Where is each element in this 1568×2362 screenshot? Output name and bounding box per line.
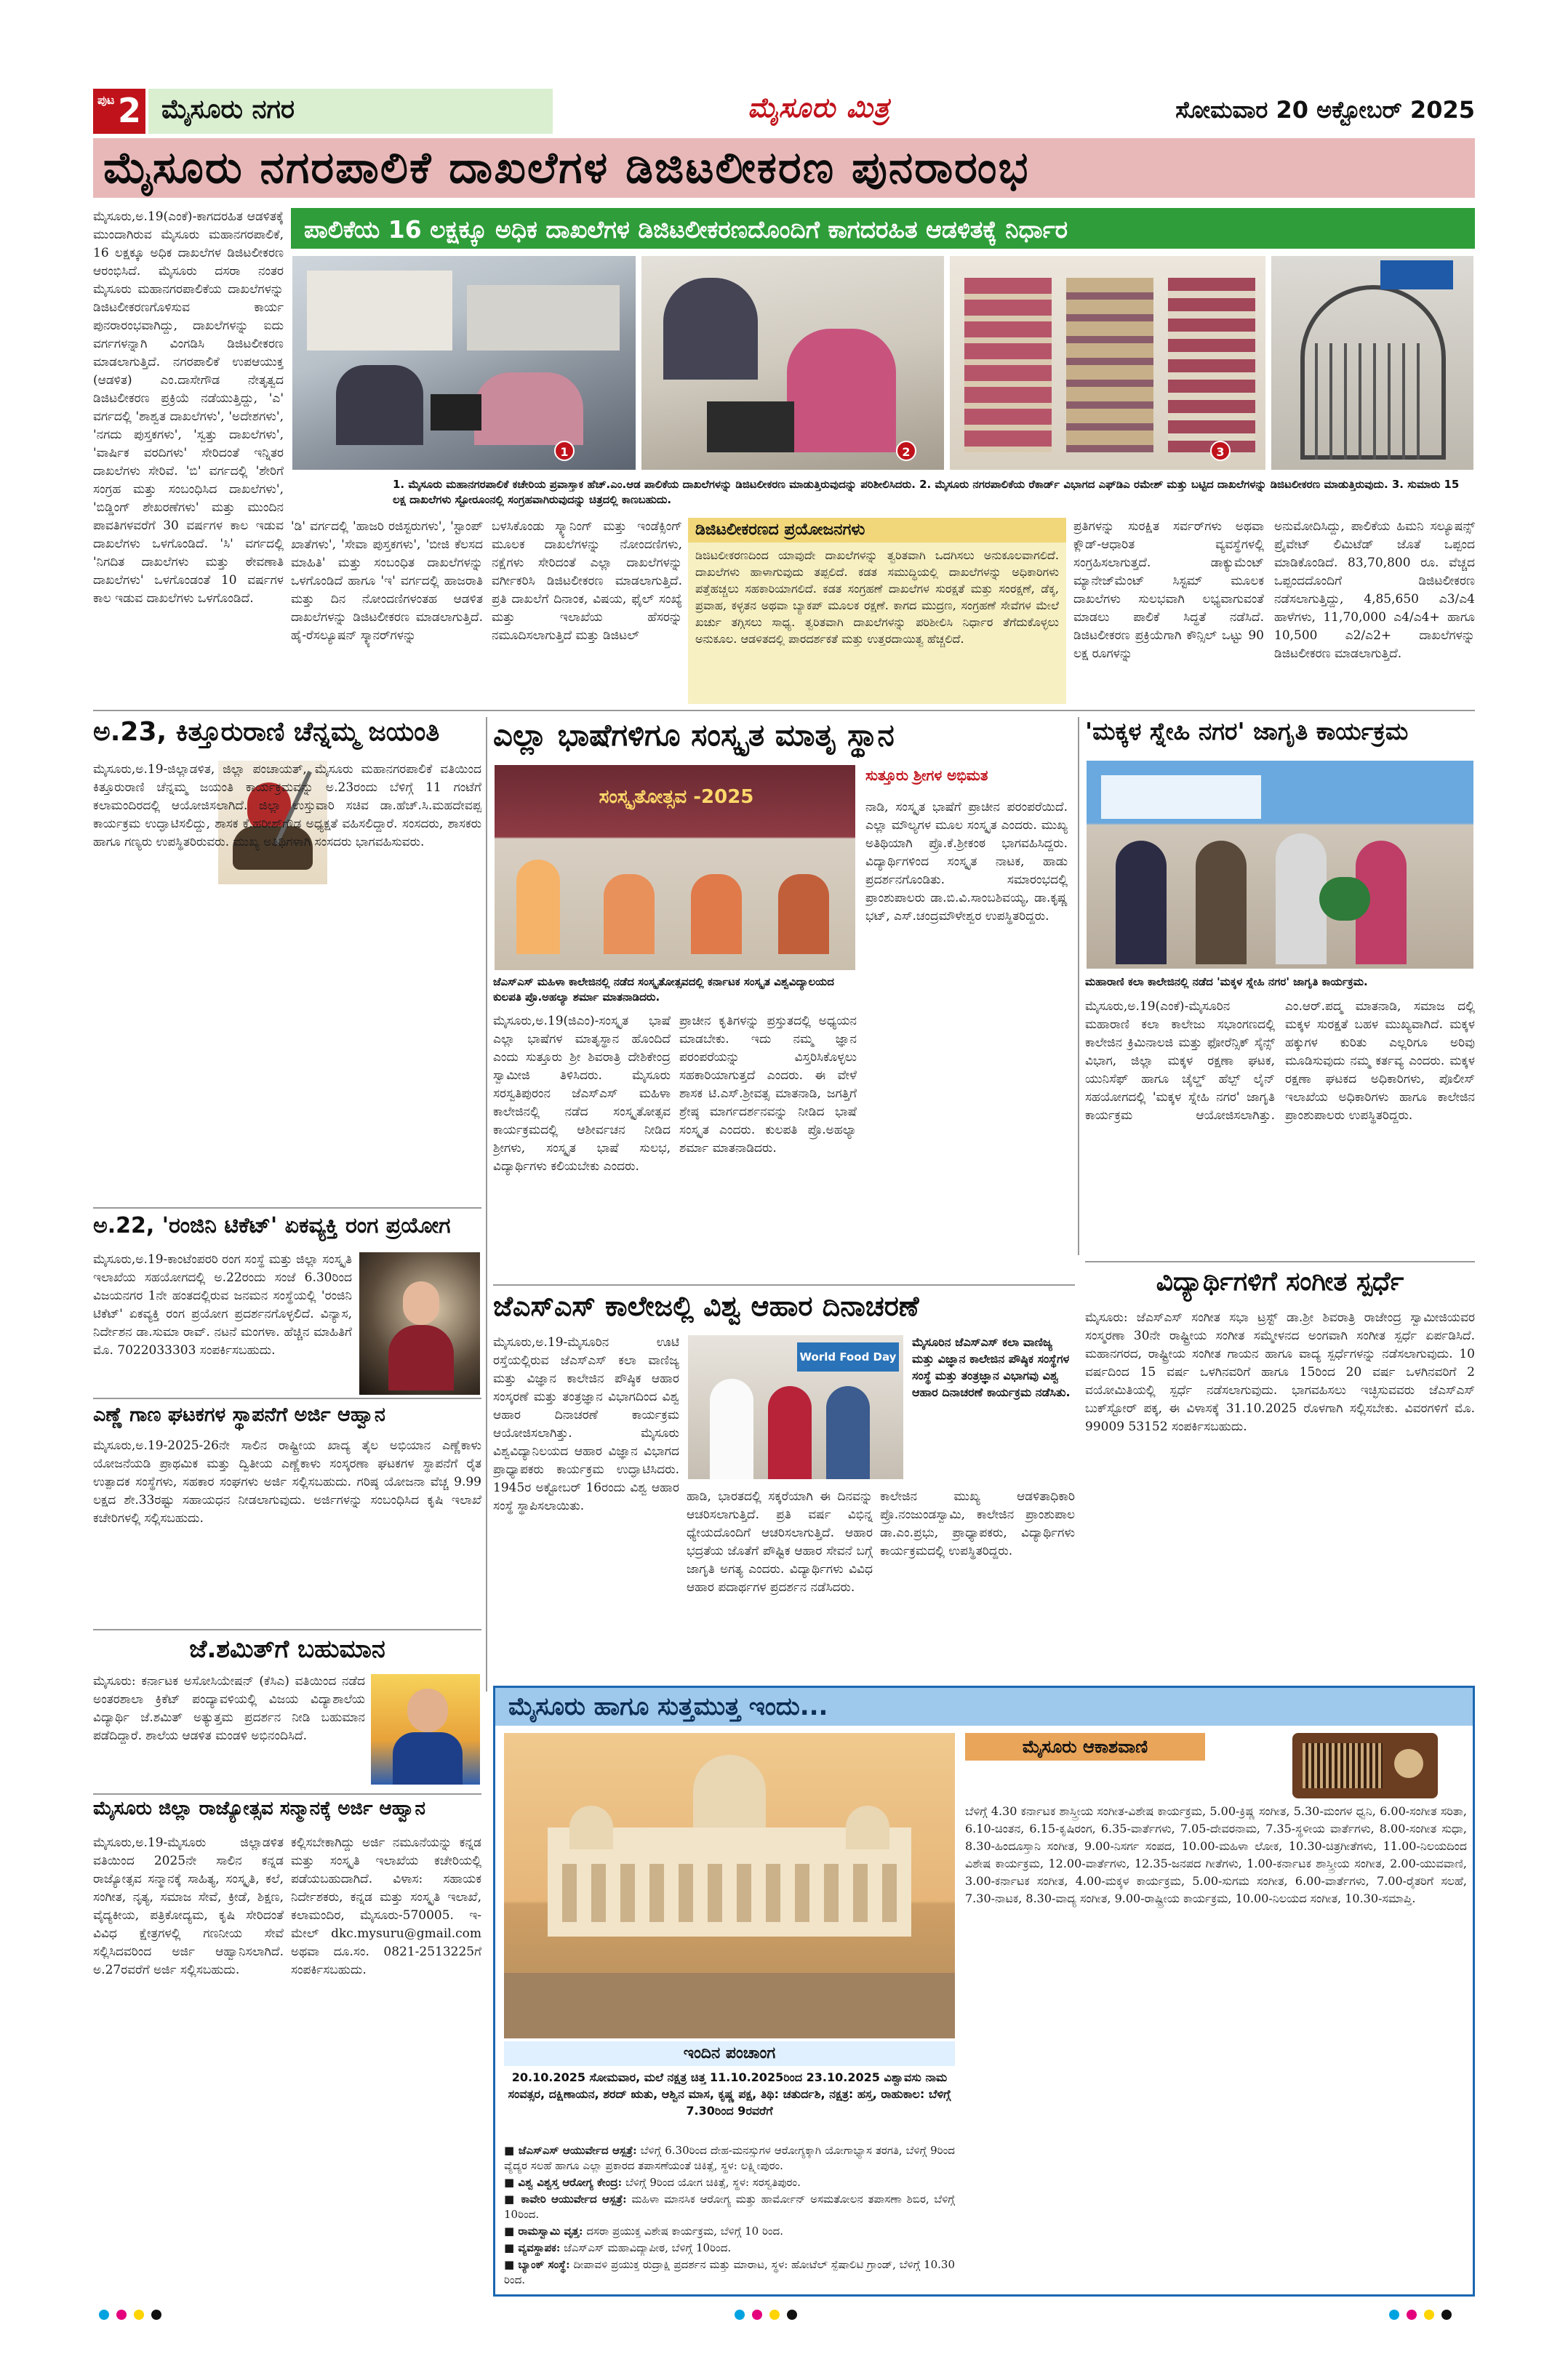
page-number: 2	[118, 91, 142, 130]
sanskrit-column-b: ಪ್ರಾಚೀನ ಕೃತಿಗಳನ್ನು ಪ್ರಸ್ತುತದಲ್ಲಿ ಅಧ್ಯಯನ ಮಾಡಬೇಕು. ಇದು ನಮ್ಮ ಜ್ಞಾನ ಪರಂಪರೆಯನ್ನು ವಿಸ್ತರಿಸಿಕೊಳ್ಳಲು ಸಹಕಾರಿಯಾಗುತ್ತದೆ ಎಂದರು. ಈ ವೇಳೆ ಶಾಸಕ ಟಿ.ಎಸ್.ಶ್ರೀವತ್ಸ ಮಾತನಾಡಿ, ಜಗತ್ತಿಗೆ ಶ್ರೇಷ್ಠ ಮಾರ್ಗದರ್ಶನವನ್ನು ನೀಡಿದ ಭಾಷೆ ಸಂಸ್ಕೃತ ಎಂದರು. ಕುಲಪತಿ ಪ್ರೊ.ಅಹಲ್ಯಾ ಶರ್ಮಾ ಮಾತನಾಡಿದರು.	[679, 1014, 857, 1156]
makkala-photo	[1085, 759, 1475, 970]
ranjini-photo	[358, 1251, 481, 1396]
sanskrit-column-a: ಮೈಸೂರು,ಅ.19(ಜಿಎಂ)-ಸಂಸ್ಕೃತ ಭಾಷೆ ಎಲ್ಲಾ ಭಾಷೆಗಳ ಮಾತೃಸ್ಥಾನ ಹೊಂದಿದೆ ಎಂದು ಸುತ್ತೂರು ಶ್ರೀ ಶಿವರಾತ್ರಿ ದೇಶಿಕೇಂದ್ರ ಸ್ವಾಮೀಜಿ ತಿಳಿಸಿದರು. ಮೈಸೂರು ಸರಸ್ವತಿಪುರಂನ ಜೆಎಸ್‌ಎಸ್ ಮಹಿಳಾ ಕಾಲೇಜಿನಲ್ಲಿ ನಡೆದ ಸಂಸ್ಕೃತೋತ್ಸವ ಕಾರ್ಯಕ್ರಮದಲ್ಲಿ ಆಶೀರ್ವಚನ ನೀಡಿದ ಶ್ರೀಗಳು, ಸಂಸ್ಕೃತ ಭಾಷೆ ಸುಲಭ, ವಿದ್ಯಾರ್ಥಿಗಳು ಕಲಿಯಬೇಕು ಎಂದರು.	[493, 1014, 671, 1174]
page-label-badge	[93, 89, 145, 134]
event-item: ■ ವಿಶ್ವ ವಿಶ್ವಸ್ತ ಆರೋಗ್ಯ ಕೇಂದ್ರ: ಬೆಳಿಗ್ಗೆ 9ರಿಂದ ಯೋಗ ಚಿಕಿತ್ಸೆ, ಸ್ಥಳ: ಸರಸ್ವತಿಪುರಂ.	[504, 2176, 801, 2189]
sanskrit-photo	[493, 764, 857, 972]
sangeetha-headline: ವಿದ್ಯಾರ್ಥಿಗಳಿಗೆ ಸಂಗೀತ ಸ್ಪರ್ಧೆ	[1156, 1267, 1404, 1297]
kittur-headline: ಅ.23, ಕಿತ್ತೂರುರಾಣಿ ಚೆನ್ನಮ್ಮ ಜಯಂತಿ	[93, 717, 440, 747]
jss-food-headline: ಜೆಎಸ್‌ಎಸ್ ಕಾಲೇಜಲ್ಲಿ ವಿಶ್ವ ಆಹಾರ ದಿನಾಚರಣೆ	[493, 1290, 919, 1322]
rajyotsava-column-b: ಕಲ್ಲಿಸಬೇಕಾಗಿದ್ದು ಅರ್ಜಿ ನಮೂನೆಯನ್ನು ಕನ್ನಡ ಮತ್ತು ಸಂಸ್ಕೃತಿ ಇಲಾಖೆಯ ಕಚೇರಿಯಲ್ಲಿ ಪಡೆಯಬಹುದಾಗಿದೆ. ವಿಳಾಸ: ಸಹಾಯಕ ನಿರ್ದೇಶಕರು, ಕನ್ನಡ ಮತ್ತು ಸಂಸ್ಕೃತಿ ಇಲಾಖೆ, ಕಲಾಮಂದಿರ, ಮೈಸೂರು-570005. ಇ-ಮೇಲ್ dkc.mysuru@gmail.com ಅಥವಾ ದೂ.ಸಂ. 0821-2513225ಗೆ ಸಂಪರ್ಕಿಸಬಹುದು.	[291, 1835, 481, 1977]
jss-food-column-a: ಮೈಸೂರು,ಅ.19-ಮೈಸೂರಿನ ಊಟಿ ರಸ್ತೆಯಲ್ಲಿರುವ ಜೆಎಸ್‌ಎಸ್ ಕಲಾ ವಾಣಿಜ್ಯ ಮತ್ತು ವಿಜ್ಞಾನ ಕಾಲೇಜಿನ ಪೌಷ್ಠಿಕ ಆಹಾರ ಸಂಸ್ಕರಣೆ ಮತ್ತು ತಂತ್ರಜ್ಞಾನ ವಿಭಾಗದಿಂದ ವಿಶ್ವ ಆಹಾರ ದಿನಾಚರಣೆ ಕಾರ್ಯಕ್ರಮ ಆಯೋಜಿಸಲಾಗಿತ್ತು. ಮೈಸೂರು ವಿಶ್ವವಿದ್ಯಾನಿಲಯದ ಆಹಾರ ವಿಜ್ಞಾನ ವಿಭಾಗದ ಪ್ರಾಧ್ಯಾಪಕರು ಕಾರ್ಯಕ್ರಮ ಉದ್ಘಾಟಿಸಿದರು. 1945ರ ಅಕ್ಟೋಬರ್ 16ರಂದು ವಿಶ್ವ ಆಹಾರ ಸಂಸ್ಥೆ ಸ್ಥಾಪಿಸಲಾಯಿತು.	[493, 1335, 679, 1513]
sanskrit-column-c: ನಾಡಿ, ಸಂಸ್ಕೃತ ಭಾಷೆಗೆ ಪ್ರಾಚೀನ ಪರಂಪರೆಯಿದೆ. ಎಲ್ಲಾ ಮೌಲ್ಯಗಳ ಮೂಲ ಸಂಸ್ಕೃತ ಎಂದರು. ಮುಖ್ಯ ಅತಿಥಿಯಾಗಿ ಪ್ರೊ.ಕೆ.ಶ್ರೀಕಂಠ ಭಾಗವಹಿಸಿದ್ದರು. ವಿದ್ಯಾರ್ಥಿಗಳಿಂದ ಸಂಸ್ಕೃತ ನಾಟಕ, ಹಾಡು ಪ್ರದರ್ಶನಗೊಂಡಿತು. ಸಮಾರಂಭದಲ್ಲಿ ಪ್ರಾಂಶುಪಾಲರು ಡಾ.ಬಿ.ವಿ.ಸಾಂಬಶಿವಯ್ಯ, ಡಾ.ಕೃಷ್ಣ ಭಟ್, ಎಸ್.ಚಂದ್ರಮೌಳೇಶ್ವರ ಉಪಸ್ಥಿತರಿದ್ದರು.	[865, 800, 1068, 924]
sanskrit-kicker: ಸುತ್ತೂರು ಶ್ರೀಗಳ ಅಭಿಮತ	[865, 766, 988, 784]
makkala-headline: 'ಮಕ್ಕಳ ಸ್ನೇಹಿ ನಗರ' ಜಾಗೃತಿ ಕಾರ್ಯಕ್ರಮ	[1085, 717, 1409, 745]
panchanga-title: ಇಂದಿನ ಪಂಚಾಂಗ	[504, 2041, 955, 2066]
page-label: ಪುಟ	[97, 93, 115, 107]
jshamith-text: ಮೈಸೂರು: ಕರ್ನಾಟಕ ಅಸೋಸಿಯೇಷನ್ (ಕೆಸಿಎ) ವತಿಯಿಂದ ನಡೆದ ಅಂತರಶಾಲಾ ಕ್ರಿಕೆಟ್ ಪಂದ್ಯಾವಳಿಯಲ್ಲಿ ವಿಜಯ ವಿದ್ಯಾಶಾಲೆಯ ವಿದ್ಯಾರ್ಥಿ ಜೆ.ಶಮಿತ್ ಅತ್ಯುತ್ತಮ ಪ್ರದರ್ಶನ ನೀಡಿ ಬಹುಮಾನ ಪಡೆದಿದ್ದಾರೆ. ಶಾಲೆಯ ಆಡಳಿತ ಮಂಡಳಿ ಅಭಿನಂದಿಸಿದೆ.	[93, 1674, 365, 1743]
lead-column-2: 'ಡಿ' ವರ್ಗದಲ್ಲಿ 'ಹಾಜರಿ ರಜಿಸ್ಟರುಗಳು', 'ಸ್ಟಾಂಪ್ ಖಾತೆಗಳು', 'ಸೇವಾ ಪುಸ್ತಕಗಳು', 'ಬೀಜಿ ಕೆಲಸದ ಮಾಹಿತಿ' ಮತ್ತು ಸಂಬಂಧಿತ ದಾಖಲೆಗಳನ್ನು ಒಳಗೊಂಡಿದೆ ಹಾಗೂ 'ಇ' ವರ್ಗದಲ್ಲಿ ಹಾಜರಾತಿ ಮತ್ತು ದಿನ ನೋಂದಣಿಗಳಂತಹ ಆಡಳಿತ ದಾಖಲೆಗಳನ್ನು ಡಿಜಿಟಲೀಕರಣ ಮಾಡಲಾಗುತ್ತಿದೆ. ಹೈ-ರೆಸಲ್ಯೂಷನ್ ಸ್ಕ್ಯಾನರ್‌ಗಳನ್ನು	[291, 519, 483, 643]
makkala-caption: ಮಹಾರಾಣಿ ಕಲಾ ಕಾಲೇಜಿನಲ್ಲಿ ನಡೆದ 'ಮಕ್ಕಳ ಸ್ನೇಹಿ ನಗರ' ಜಾಗೃತಿ ಕಾರ್ಯಕ್ರಮ.	[1085, 975, 1368, 988]
today-box	[493, 1686, 1475, 2297]
sanskrit-photo-banner: ಸಂಸ್ಕೃತೋತ್ಸವ -2025	[599, 786, 754, 808]
sangeetha-text: ಮೈಸೂರು: ಜೆಎಸ್‌ಎಸ್ ಸಂಗೀತ ಸಭಾ ಟ್ರಸ್ಟ್ ಡಾ.ಶ್ರೀ ಶಿವರಾತ್ರಿ ರಾಜೇಂದ್ರ ಸ್ವಾಮೀಜಿಯವರ ಸಂಸ್ಮರಣಾ 30ನೇ ರಾಷ್ಟ್ರೀಯ ಸಂಗೀತ ಸಮ್ಮೇಳನದ ಅಂಗವಾಗಿ ಸಂಗೀತ ಸ್ಪರ್ಧೆ ಏರ್ಪಡಿಸಿದೆ. ಮಹಾನಗರದ, ರಾಷ್ಟ್ರೀಯ ಸಂಗೀತ ಗಾಯನ ಹಾಗೂ ವಾದ್ಯ ಸ್ಪರ್ಧೆಗಳನ್ನು ನಡೆಸಲಾಗುವುದು. 10 ವರ್ಷದಿಂದ 15 ವರ್ಷ ಒಳಗಿನವರಿಗೆ ಹಾಗೂ 15ರಿಂದ 20 ವರ್ಷ ಒಳಗಿನವರಿಗೆ 2 ವಯೋಮಿತಿಯಲ್ಲಿ ಸ್ಪರ್ಧೆ ನಡೆಸಲಾಗುವುದು. ಭಾಗವಹಿಸಲು ಇಚ್ಛಿಸುವವರು ಜೆಎಸ್‌ಎಸ್ ಬುಕ್‌ಸ್ಟೋರ್ ಪಕ್ಕ, ಈ ವಿಳಾಸಕ್ಕೆ 31.10.2025 ರೊಳಗಾಗಿ ಸಲ್ಲಿಸಬೇಕು. ವಿವರಗಳಿಗೆ ಮೊ. 99009 53152 ಸಂಪರ್ಕಿಸಬಹುದು.	[1085, 1310, 1475, 1434]
lead-column-1: ಮೈಸೂರು,ಅ.19(ಎಂಕೆ)-ಕಾಗದರಹಿತ ಆಡಳಿತಕ್ಕೆ ಮುಂದಾಗಿರುವ ಮೈಸೂರು ಮಹಾನಗರಪಾಲಿಕೆ, 16 ಲಕ್ಷಕ್ಕೂ ಅಧಿಕ ದಾಖಲೆಗಳ ಡಿಜಿಟಲೀಕರಣ ಆರಂಭಿಸಿದೆ. ಮೈಸೂರು ದಸರಾ ನಂತರ ಮೈಸೂರು ಮಹಾನಗರಪಾಲಿಕೆಯ ದಾಖಲೆಗಳನ್ನು ಡಿಜಿಟಲೀಕರಣಗೊಳಿಸುವ ಕಾರ್ಯ ಪುನರಾರಂಭವಾಗಿದ್ದು, ದಾಖಲೆಗಳನ್ನು ಐದು ವರ್ಗಗಳನ್ನಾಗಿ ವಿಂಗಡಿಸಿ ಡಿಜಿಟಲೀಕರಣ ಮಾಡಲಾಗುತ್ತಿದೆ. ನಗರಪಾಲಿಕೆ ಉಪಆಯುಕ್ತ (ಆಡಳಿತ) ಎಂ.ದಾಸೇಗೌಡ ನೇತೃತ್ವದ ಡಿಜಿಟಲೀಕರಣ ಪ್ರಕ್ರಿಯೆ ನಡೆಯುತ್ತಿದ್ದು, 'ಎ' ವರ್ಗದಲ್ಲಿ 'ಶಾಶ್ವತ ದಾಖಲೆಗಳು', 'ಅದೇಶಗಳು', 'ನಗದು ಪುಸ್ತಕಗಳು', 'ಸ್ವತ್ತು ದಾಖಲೆಗಳು', 'ವಾರ್ಷಿಕ ವರದಿಗಳು' ಸೇರಿದಂತೆ ಇನ್ನಿತರ ದಾಖಲೆಗಳು ಸೇರಿವೆ. 'ಬಿ' ವರ್ಗದಲ್ಲಿ 'ಶೇರಿಗೆ ಸಂಗ್ರಹ ಮತ್ತು ಸಂಬಂಧಿಸಿದ ದಾಖಲೆಗಳು', 'ಬಿಡ್ಡಿಂಗ್ ಶೇಖರಣೆಗಳು' ಮತ್ತು ಮುಂದಿನ ಪಾವತಿಗಳವರೆಗೆ 30 ವರ್ಷಗಳ ಕಾಲ ಇಡುವ ದಾಖಲೆಗಳು ಒಳಗೊಂಡಿದೆ. 'ಸಿ' ವರ್ಗದಲ್ಲಿ 'ನಿಗದಿತ ದಾಖಲೆಗಳು ಮತ್ತು ಠೇವಣಾತಿ ದಾಖಲೆಗಳು' ಒಳಗೊಂಡಂತೆ 10 ವರ್ಷಗಳ ಕಾಲ ಇಡುವ ದಾಖಲೆಗಳು ಒಳಗೊಂಡಿದೆ.	[93, 209, 284, 606]
jshamith-headline: ಜೆ.ಶಮಿತ್‌ಗೆ ಬಹುಮಾನ	[189, 1635, 385, 1664]
sanskrit-headline: ಎಲ್ಲಾ ಭಾಷೆಗಳಿಗೂ ಸಂಸ್ಕೃತ ಮಾತೃ ಸ್ಥಾನ	[493, 717, 895, 753]
lead-photo-3	[948, 255, 1267, 471]
ranjini-headline: ಅ.22, 'ರಂಜಿನಿ ಟಿಕೆಟ್' ಏಕವ್ಯಕ್ತಿ ರಂಗ ಪ್ರಯೋಗ	[93, 1213, 451, 1238]
lead-subheadline: ಪಾಲಿಕೆಯ 16 ಲಕ್ಷಕ್ಕೂ ಅಧಿಕ ದಾಖಲೆಗಳ ಡಿಜಿಟಲೀಕರಣದೊಂದಿಗೆ ಕಾಗದರಹಿತ ಆಡಳಿತಕ್ಕೆ ನಿರ್ಧಾರ	[291, 208, 1475, 249]
benefits-box-title: ಡಿಜಿಟಲೀಕರಣದ ಪ್ರಯೋಜನಗಳು	[688, 518, 1066, 543]
event-item: ■ ವ್ಯವಸ್ಥಾಪಕ: ಜೆಎಸ್‌ಎಸ್ ಮಹಾವಿದ್ಯಾಪೀಠ, ಬೆಳಿಗ್ಗೆ 10ರಿಂದ.	[504, 2241, 732, 2254]
palace-photo	[504, 1733, 955, 2038]
sanskrit-caption: ಜೆಎಸ್‌ಎಸ್ ಮಹಿಳಾ ಕಾಲೇಜಿನಲ್ಲಿ ನಡೆದ ಸಂಸ್ಕೃತೋತ್ಸವದಲ್ಲಿ ಕರ್ನಾಟಕ ಸಂಸ್ಕೃತ ವಿಶ್ವವಿದ್ಯಾಲಯದ ಕುಲಪತಿ ಪ್ರೊ.ಅಹಲ್ಯಾ ಶರ್ಮಾ ಮಾತನಾಡಿದರು.	[493, 975, 834, 1004]
event-item: ■ ಜೆಎಸ್‌ಎಸ್ ಆಯುರ್ವೇದ ಆಸ್ಪತ್ರೆ: ಬೆಳಿಗ್ಗೆ 6.30ರಿಂದ ದೇಹ-ಮನಸ್ಸುಗಳ ಆರೋಗ್ಯಕ್ಕಾಗಿ ಯೋಗಾಭ್ಯಾಸ ತರಗತಿ, ಬೆಳಿಗ್ಗೆ 9ರಿಂದ ವ್ಯೆದ್ಯರ ಸಲಹೆ ಹಾಗೂ ಎಲ್ಲಾ ಪ್ರಕಾರದ ತಪಾಸಣೆಯಂತೆ ಚಿಕಿತ್ಸೆ, ಸ್ಥಳ: ಲಕ್ಷ್ಮೀಪುರಂ.	[504, 2144, 955, 2172]
lead-headline: ಮೈಸೂರು ನಗರಪಾಲಿಕೆ ದಾಖಲೆಗಳ ಡಿಜಿಟಲೀಕರಣ ಪುನರಾರಂಭ	[93, 138, 1475, 198]
jss-food-column-c: ಕಾಲೇಜಿನ ಮುಖ್ಯ ಆಡಳಿತಾಧಿಕಾರಿ ಪ್ರೊ.ನಂಜುಂಡಸ್ವಾಮಿ, ಕಾಲೇಜಿನ ಪ್ರಾಂಶುಪಾಲ ಡಾ.ಎಂ.ಪ್ರಭು, ಪ್ರಾಧ್ಯಾಪಕರು, ವಿದ್ಯಾರ್ಥಿಗಳು ಕಾರ್ಯಕ್ರಮದಲ್ಲಿ ಉಪಸ್ಥಿತರಿದ್ದರು.	[880, 1489, 1075, 1558]
today-title: ಮೈಸೂರು ಹಾಗೂ ಸುತ್ತಮುತ್ತ ಇಂದು...	[495, 1688, 1473, 1726]
benefits-box	[688, 518, 1066, 704]
jss-food-column-b: ಹಾಡಿ, ಭಾರತದಲ್ಲಿ ಸಕ್ಕರೆಯಾಗಿ ಈ ದಿನವನ್ನು ಆಚರಿಸಲಾಗುತ್ತಿದೆ. ಪ್ರತಿ ವರ್ಷ ವಿಭಿನ್ನ ಧ್ಯೇಯದೊಂದಿಗೆ ಆಚರಿಸಲಾಗುತ್ತಿದೆ. ಆಹಾರ ಭದ್ರತೆಯ ಜೊತೆಗೆ ಪೌಷ್ಟಿಕ ಆಹಾರ ಸೇವನೆ ಬಗ್ಗೆ ಜಾಗೃತಿ ಅಗತ್ಯ ಎಂದರು. ವಿದ್ಯಾರ್ಥಿಗಳು ವಿವಿಧ ಆಹಾರ ಪದಾರ್ಥಗಳ ಪ್ರದರ್ಶನ ನಡೆಸಿದರು.	[687, 1489, 873, 1595]
events-list	[504, 2143, 955, 2289]
jss-food-photo	[687, 1334, 905, 1481]
radio-section	[965, 1733, 1467, 2289]
event-item: ■ ರಾಮಸ್ವಾಮಿ ವೃತ್ತ: ದಸರಾ ಪ್ರಯುಕ್ತ ವಿಶೇಷ ಕಾರ್ಯಕ್ರಮ, ಬೆಳಿಗ್ಗೆ 10 ರಿಂದ.	[504, 2225, 783, 2238]
lead-column-6: ಅನುಮೋದಿಸಿದ್ದು, ಪಾಲಿಕೆಯ ಹಿಮನಿ ಸಲ್ಯೂಷನ್ಸ್ ಪ್ರೈವೇಟ್ ಲಿಮಿಟೆಡ್ ಜೊತೆ ಒಪ್ಪಂದ ಮಾಡಿಕೊಂಡಿದೆ. 83,70,800 ರೂ. ವೆಚ್ಚದ ಒಪ್ಪಂದದೊಂದಿಗೆ ಡಿಜಿಟಲೀಕರಣ ನಡೆಸಲಾಗುತ್ತಿದ್ದು, 4,85,650 ಎ3/ಎ4 ಹಾಳೆಗಳು, 11,70,000 ಎ4/ಎ4+ ಹಾಗೂ 10,500 ಎ2/ಎ2+ ದಾಖಲೆಗಳನ್ನು ಡಿಜಿಟಲೀಕರಣ ಮಾಡಲಾಗುತ್ತಿದೆ.	[1274, 519, 1475, 661]
photo-number-3: 3	[1210, 441, 1231, 461]
section-label: ಮೈಸೂರು ನಗರ	[148, 89, 553, 134]
jss-food-photo-caption: ಮೈಸೂರಿನ ಜೆಎಸ್‌ಎಸ್ ಕಲಾ ವಾಣಿಜ್ಯ ಮತ್ತು ವಿಜ್ಞಾನ ಕಾಲೇಜಿನ ಪೌಷ್ಠಿಕ ಸಂಸ್ಥೆಗಳ ಸಂಸ್ಥೆ ಮತ್ತು ತಂತ್ರಜ್ಞಾನ ವಿಭಾಗವು ವಿಶ್ವ ಆಹಾರ ದಿನಾಚರಣೆ ಕಾರ್ಯಕ್ರಮ ನಡೆಸಿತು.	[912, 1335, 1071, 1399]
issue-date: ಸೋಮವಾರ 20 ಅಕ್ಟೋಬರ್ 2025	[1175, 96, 1475, 124]
photo-number-1: 1	[554, 441, 575, 461]
lead-caption: 1. ಮೈಸೂರು ಮಹಾನಗರಪಾಲಿಕೆ ಕಚೇರಿಯ ಪ್ರವಾಸ್ತಾಕ ಹೆಚ್.ಎಂ.ಆಡ ಪಾಲಿಕೆಯ ದಾಖಲೆಗಳನ್ನು ಡಿಜಿಟಲೀಕರಣ ಮಾಡುತ್ತಿರುವುದನ್ನು ಪರಿಶೀಲಿಸಿದರು. 2. ಮೈಸೂರು ನಗರಪಾಲಿಕೆಯ ರೆಕಾರ್ಡ್ ವಿಭಾಗದ ಎಫ್‌ಡಿಎ ರಮೇಶ್ ಮತ್ತು ಬಟ್ಟಿದ ದಾಖಲೆಗಳನ್ನು ಡಿಜಿಟಲೀಕರಣ ಮಾಡುತ್ತಿರುವುದು. 3. ಸುಮಾರು 15 ಲಕ್ಷ ದಾಖಲೆಗಳು ಸ್ಟೋರೂಂನಲ್ಲಿ ಸಂಗ್ರಹವಾಗಿರುವುದನ್ನು ಚಿತ್ರದಲ್ಲಿ ಕಾಣಬಹುದು.	[393, 478, 1460, 506]
photo-number-2: 2	[896, 441, 916, 461]
radio-title: ಮೈಸೂರು ಆಕಾಶವಾಣಿ	[965, 1733, 1205, 1761]
lead-column-5: ಪ್ರತಿಗಳನ್ನು ಸುರಕ್ಷಿತ ಸರ್ವರ್‌ಗಳು ಅಥವಾ ಕ್ಲೌಡ್-ಆಧಾರಿತ ವ್ಯವಸ್ಥೆಗಳಲ್ಲಿ ಸಂಗ್ರಹಿಸಲಾಗುತ್ತದೆ. ಡಾಕ್ಯುಮೆಂಟ್ ಮ್ಯಾನೇಜ್‌ಮೆಂಟ್ ಸಿಸ್ಟಮ್ ಮೂಲಕ ದಾಖಲೆಗಳು ಸುಲಭವಾಗಿ ಲಭ್ಯವಾಗುವಂತೆ ಮಾಡಲು ಪಾಲಿಕೆ ಸಿದ್ಧತೆ ನಡೆಸಿದೆ. ಡಿಜಿಟಲೀಕರಣ ಪ್ರಕ್ರಿಯೆಗಾಗಿ ಕೌನ್ಸಿಲ್ ಒಟ್ಟು 90 ಲಕ್ಷ ರೂಗಳನ್ನು	[1073, 519, 1264, 661]
masthead	[93, 89, 1475, 134]
radio-text: ಬೆಳಿಗ್ಗೆ 4.30 ಕರ್ನಾಟಕ ಶಾಸ್ತ್ರೀಯ ಸಂಗೀತ-ವಿಶೇಷ ಕಾರ್ಯಕ್ರಮ, 5.00-ಕ್ರಿಷ್ಣ ಸಂಗೀತ, 5.30-ಮಂಗಳ ಧ್ವನಿ, 6.00-ಸಂಗೀತ ಸರಿತಾ, 6.10-ಚಿಂತನ, 6.15-ಕೃಷಿರಂಗ, 6.35-ವಾರ್ತೆಗಳು, 7.05-ದೇವರನಾಮ, 7.35-ಸ್ಥಳೀಯ ವಾರ್ತೆಗಳು, 8.00-ಸಂಗೀತ ಸುಧಾ, 8.30-ಹಿಂದೂಸ್ತಾನಿ ಸಂಗೀತ, 9.00-ನಿಸರ್ಗ ಸಂಪದ, 10.00-ಮಹಿಳಾ ಲೋಕ, 10.30-ಚಿತ್ರಗೀತೆಗಳು, 11.00-ನಿಲಯದಿಂದ ವಿಶೇಷ ಕಾರ್ಯಕ್ರಮ, 12.00-ವಾರ್ತೆಗಳು, 12.35-ಜನಪದ ಗೀತೆಗಳು, 1.00-ಕರ್ನಾಟಕ ಶಾಸ್ತ್ರೀಯ ಸಂಗೀತ, 2.00-ಯುವವಾಣಿ, 3.00-ಕರ್ನಾಟಕ ಸಂಗೀತ, 4.00-ಮಕ್ಕಳ ಕಾರ್ಯಕ್ರಮ, 5.00-ಸುಗಮ ಸಂಗೀತ, 6.00-ವಾರ್ತೆಗಳು, 7.00-ರೈತರಿಗೆ ಸಲಹೆ, 7.30-ನಾಟಕ, 8.30-ವಾದ್ಯ ಸಂಗೀತ, 9.00-ರಾಷ್ಟ್ರೀಯ ಕಾರ್ಯಕ್ರಮ, 10.00-ನಿಲಯದ ಸಂಗೀತ, 10.30-ಸಮಾಪ್ತಿ.	[965, 1804, 1467, 1905]
ranjini-text: ಮೈಸೂರು,ಅ.19-ಕಾಂಟೆಂಪರರಿ ರಂಗ ಸಂಸ್ಥೆ ಮತ್ತು ಜಿಲ್ಲಾ ಸಂಸ್ಕೃತಿ ಇಲಾಖೆಯ ಸಹಯೋಗದಲ್ಲಿ ಅ.22ರಂದು ಸಂಜೆ 6.30ರಿಂದ ವಿಜಯನಗರ 1ನೇ ಹಂತದಲ್ಲಿರುವ ಜನಮನ ಸಂಸ್ಥೆಯಲ್ಲಿ 'ರಂಜಿನಿ ಟಿಕೆಟ್' ಏಕವ್ಯಕ್ತಿ ರಂಗ ಪ್ರಯೋಗ ಪ್ರದರ್ಶನಗೊಳ್ಳಲಿದೆ. ವಿನ್ಯಾಸ, ನಿರ್ದೇಶನ ಡಾ.ಸುಮಾ ರಾವ್. ನಟನೆ ಮಂಗಳಾ. ಹೆಚ್ಚಿನ ಮಾಹಿತಿಗೆ ಮೊ. 7022033303 ಸಂಪರ್ಕಿಸಬಹುದು.	[93, 1252, 352, 1358]
jss-food-banner: World Food Day	[797, 1342, 899, 1372]
lead-column-3: ಬಳಸಿಕೊಂಡು ಸ್ಕ್ಯಾನಿಂಗ್ ಮತ್ತು ಇಂಡೆಕ್ಸಿಂಗ್ ಮೂಲಕ ದಾಖಲೆಗಳನ್ನು ನೋಂದಣಿಗಳು, ನಕ್ಷೆಗಳು ಸೇರಿದಂತೆ ಎಲ್ಲಾ ದಾಖಲೆಗಳನ್ನು ವರ್ಗೀಕರಿಸಿ ಡಿಜಿಟಲೀಕರಣ ಮಾಡಲಾಗುತ್ತಿದೆ. ಪ್ರತಿ ದಾಖಲೆಗೆ ದಿನಾಂಕ, ವಿಷಯ, ಫೈಲ್ ಸಂಖ್ಯೆ ಮತ್ತು ಇಲಾಖೆಯ ಹೆಸರನ್ನು ನಮೂದಿಸಲಾಗುತ್ತಿದೆ ಮತ್ತು ಡಿಜಿಟಲ್	[492, 519, 682, 643]
event-item: ■ ಬ್ಯಾಂಕ್ ಸಂಸ್ಥೆ: ದೀಪಾವಳಿ ಪ್ರಯುಕ್ತ ರುದ್ರಾಕ್ಷಿ ಪ್ರದರ್ಶನ ಮತ್ತು ಮಾರಾಟ, ಸ್ಥಳ: ಹೋಟೆಲ್ ಸ್ಪೆಷಾಲಿಟಿ ಗ್ರಾಂಡ್, ಬೆಳಿಗ್ಗೆ 10.30 ರಿಂದ.	[504, 2258, 955, 2286]
lead-photo-2	[640, 255, 945, 471]
benefits-box-text: ಡಿಜಿಟಲೀಕರಣದಿಂದ ಯಾವುದೇ ದಾಖಲೆಗಳನ್ನು ತ್ವರಿತವಾಗಿ ಒದಗಿಸಲು ಅನುಕೂಲವಾಗಲಿದೆ. ದಾಖಲೆಗಳು ಹಾಳಾಗುವುದು ತಪ್ಪಲಿದೆ. ಕಡತ ಸಮುದ್ಧಿಯಲ್ಲಿ ದಾಖಲೆಗಳನ್ನು ಅಧಿಕಾರಿಗಳು ಪತ್ತೆಹಚ್ಚಲು ಸಹಕಾರಿಯಾಗಲಿದೆ. ಕಡತ ಸಂಗ್ರಹಣೆ ದಾಖಲೆಗಳ ಸುರಕ್ಷತೆ ಮತ್ತು ಸಂರಕ್ಷಣೆ, ಡೆಕ್ಕ, ಪ್ರವಾಹ, ಕಳ್ಳತನ ಅಥವಾ ಬ್ಯಾಕಪ್ ಮೂಲಕ ರಕ್ಷಣೆ. ಕಾಗದ ಮುದ್ರಣ, ಸಂಗ್ರಹಣೆ ಸೇವೆಗಳ ಮೇಲೆ ಖರ್ಚು ತಗ್ಗಿಸಲು ಸಾಧ್ಯ. ತ್ವರಿತವಾಗಿ ದಾಖಲೆಗಳನ್ನು ಪರಿಶೀಲಿಸಿ ನಿರ್ಧಾರ ತೆಗೆದುಕೊಳ್ಳಲು ಅನುಕೂಲ. ಆಡಳಿತದಲ್ಲಿ ಪಾರದರ್ಶಕತೆ ಮತ್ತು ಉತ್ತರದಾಯಿತ್ವ ಹೆಚ್ಚಲಿದೆ.	[695, 548, 1059, 646]
lead-photo-1	[291, 255, 637, 471]
rajyotsava-column-a: ಮೈಸೂರು,ಅ.19-ಮೈಸೂರು ಜಿಲ್ಲಾಡಳಿತ ವತಿಯಿಂದ 2025ನೇ ಸಾಲಿನ ಕನ್ನಡ ರಾಜ್ಯೋತ್ಸವ ಸನ್ಮಾನಕ್ಕೆ ಸಾಹಿತ್ಯ, ಸಂಸ್ಕೃತಿ, ಕಲೆ, ಸಂಗೀತ, ನೃತ್ಯ, ಸಮಾಜ ಸೇವೆ, ಕ್ರೀಡೆ, ಶಿಕ್ಷಣ, ವೈದ್ಯಕೀಯ, ಪತ್ರಿಕೋದ್ಯಮ, ಕೃಷಿ ಸೇರಿದಂತೆ ವಿವಿಧ ಕ್ಷೇತ್ರಗಳಲ್ಲಿ ಗಣನೀಯ ಸೇವೆ ಸಲ್ಲಿಸಿದವರಿಂದ ಅರ್ಜಿ ಆಹ್ವಾನಿಸಲಾಗಿದೆ. ಅ.27ರವರೆಗೆ ಅರ್ಜಿ ಸಲ್ಲಿಸಬಹುದು.	[93, 1835, 284, 1977]
panchanga-text: 20.10.2025 ಸೋಮವಾರ, ಮಲೆ ನಕ್ಷತ್ರ ಚಿತ್ತ 11.10.2025ರಿಂದ 23.10.2025 ವಿಶ್ವಾವಸು ನಾಮ ಸಂವತ್ಸರ, ದಕ್ಷಿಣಾಯನ, ಶರದ್ ಋತು, ಆಶ್ವಿನ ಮಾಸ, ಕೃಷ್ಣ ಪಕ್ಷ, ತಿಥಿ: ಚತುರ್ದಶಿ, ನಕ್ಷತ್ರ: ಹಸ್ತ, ರಾಹುಕಾಲ: ಬೆಳಿಗ್ಗೆ 7.30ರಿಂದ 9ರವರೆಗೆ	[508, 2070, 951, 2118]
rajyotsava-headline: ಮೈಸೂರು ಜಿಲ್ಲಾ ರಾಜ್ಯೋತ್ಸವ ಸನ್ಮಾನಕ್ಕೆ ಅರ್ಜಿ ಆಹ್ವಾನ	[93, 1798, 425, 1819]
jshamith-photo	[369, 1673, 481, 1786]
radio-icon	[1292, 1733, 1438, 1798]
makkala-text: ಮೈಸೂರು,ಅ.19(ಎಂಕೆ)-ಮೈಸೂರಿನ ಮಹಾರಾಣಿ ಕಲಾ ಕಾಲೇಜು ಸಭಾಂಗಣದಲ್ಲಿ ಕಾಲೇಜಿನ ಕ್ರಿಮಿನಾಲಜಿ ಮತ್ತು ಫೋರೆನ್ಸಿಕ್ ಸೈನ್ಸ್ ವಿಭಾಗ, ಜಿಲ್ಲಾ ಮಕ್ಕಳ ರಕ್ಷಣಾ ಘಟಕ, ಯುನಿಸೆಫ್ ಹಾಗೂ ಚೈಲ್ಡ್ ಹೆಲ್ಪ್ ಲೈನ್ ಸಹಯೋಗದಲ್ಲಿ 'ಮಕ್ಕಳ ಸ್ನೇಹಿ ನಗರ' ಜಾಗೃತಿ ಕಾರ್ಯಕ್ರಮ ಆಯೋಜಿಸಲಾಗಿತ್ತು. ಎಂ.ಆರ್.ಪದ್ಮ ಮಾತನಾಡಿ, ಸಮಾಜ ದಲ್ಲಿ ಮಕ್ಕಳ ಸುರಕ್ಷತೆ ಬಹಳ ಮುಖ್ಯವಾಗಿದೆ. ಮಕ್ಕಳ ಹಕ್ಕುಗಳ ಕುರಿತು ಎಲ್ಲರಿಗೂ ಅರಿವು ಮೂಡಿಸುವುದು ನಮ್ಮ ಕರ್ತವ್ಯ ಎಂದರು. ಮಕ್ಕಳ ರಕ್ಷಣಾ ಘಟಕದ ಅಧಿಕಾರಿಗಳು, ಪೊಲೀಸ್ ಇಲಾಖೆಯ ಅಧಿಕಾರಿಗಳು ಹಾಗೂ ಕಾಲೇಜಿನ ಪ್ರಾಂಶುಪಾಲರು ಉಪಸ್ಥಿತರಿದ್ದರು.	[1085, 999, 1475, 1123]
paper-name: ಮೈಸೂರು ಮಿತ್ರ	[748, 92, 890, 124]
kittur-text: ಮೈಸೂರು,ಅ.19-ಜಿಲ್ಲಾಡಳಿತ, ಜಿಲ್ಲಾ ಪಂಚಾಯತ್, ಮೈಸೂರು ಮಹಾನಗರಪಾಲಿಕೆ ವತಿಯಿಂದ ಕಿತ್ತೂರುರಾಣಿ ಚೆನ್ನಮ್ಮ ಜಯಂತಿ ಕಾರ್ಯಕ್ರಮವನ್ನು ಅ.23ರಂದು ಬೆಳಿಗ್ಗೆ 11 ಗಂಟೆಗೆ ಕಲಾಮಂದಿರದಲ್ಲಿ ಆಯೋಜಿಸಲಾಗಿದೆ. ಜಿಲ್ಲಾ ಉಸ್ತುವಾರಿ ಸಚಿವ ಡಾ.ಹೆಚ್.ಸಿ.ಮಹದೇವಪ್ಪ ಕಾರ್ಯಕ್ರಮ ಉದ್ಘಾಟಿಸಲಿದ್ದು, ಶಾಸಕ ಕೆ.ಹರೀಶ್‌ಗೌಡ ಅಧ್ಯಕ್ಷತೆ ವಹಿಸಲಿದ್ದಾರೆ. ಸಂಸದರು, ಶಾಸಕರು ಹಾಗೂ ಗಣ್ಯರು ಉಪಸ್ಥಿತರಿರುವರು. ಮುಖ್ಯ ಅತಿಥಿಗಳಾಗಿ ಸಂಸದರು ಭಾಗವಹಿಸುವರು.	[93, 762, 481, 849]
lead-photo-4	[1270, 255, 1475, 471]
fpo-text: ಮೈಸೂರು,ಅ.19-2025-26ನೇ ಸಾಲಿನ ರಾಷ್ಟ್ರೀಯ ಖಾದ್ಯ ತೈಲ ಅಭಿಯಾನ ಎಣ್ಣೆಕಾಳು ಯೋಜನೆಯಡಿ ಪ್ರಾಥಮಿಕ ಮತ್ತು ದ್ವಿತೀಯ ಎಣ್ಣೆಕಾಳು ಸಂಸ್ಕರಣಾ ಘಟಕಗಳ ಸ್ಥಾಪನೆಗೆ ರೈತ ಉತ್ಪಾದಕ ಸಂಸ್ಥೆಗಳು, ಸಹಕಾರ ಸಂಘಗಳು ಅರ್ಜಿ ಸಲ್ಲಿಸಬಹುದು. ಗರಿಷ್ಠ ಯೋಜನಾ ವೆಚ್ಚ 9.99 ಲಕ್ಷದ ಶೇ.33ರಷ್ಟು ಸಹಾಯಧನ ನೀಡಲಾಗುವುದು. ಅರ್ಜಿಗಳನ್ನು ಸಂಬಂಧಿಸಿದ ಕೃಷಿ ಇಲಾಖೆ ಕಚೇರಿಗಳಲ್ಲಿ ಸಲ್ಲಿಸಬಹುದು.	[93, 1438, 481, 1526]
fpo-headline: ಎಣ್ಣೆ ಗಾಣ ಘಟಕಗಳ ಸ್ಥಾಪನೆಗೆ ಅರ್ಜಿ ಆಹ್ವಾನ	[93, 1404, 385, 1426]
event-item: ■ ಕಾವೇರಿ ಆಯುರ್ವೇದ ಆಸ್ಪತ್ರೆ: ಮಹಿಳಾ ಮಾನಸಿಕ ಆರೋಗ್ಯ ಮತ್ತು ಹಾರ್ಮೋನ್ ಅಸಮತೋಲನ ತಪಾಸಣಾ ಶಿಬಿರ, ಬೆಳಿಗ್ಗೆ 10ರಿಂದ.	[504, 2193, 955, 2221]
